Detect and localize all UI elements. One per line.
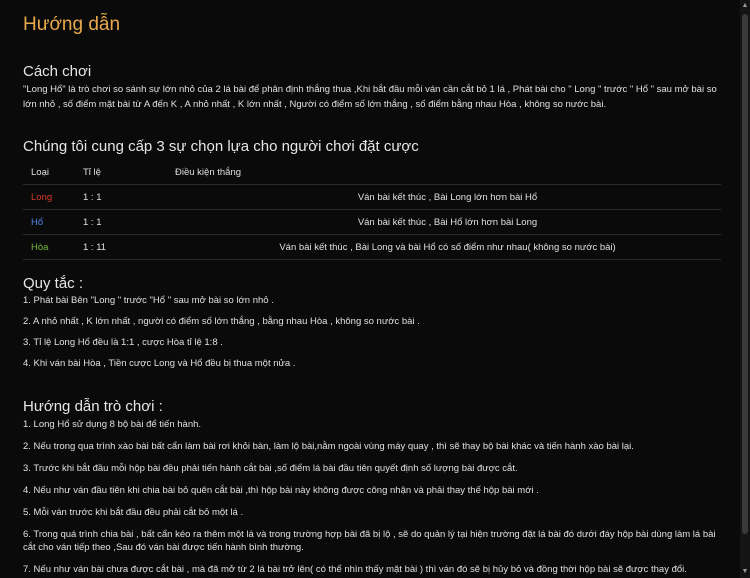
guide-list [23,418,723,576]
list-item: 4. Nếu như ván đầu tiên khi chia bài bỏ quên cắt bài ,thì hộp bài này không được công nhận và phải thay thế hộp bài mới . [23,485,539,496]
scroll-up-icon[interactable]: ▲ [741,2,749,9]
bet-condition: Ván bài kết thúc , Bài Long và bài Hổ có số điểm như nhau( không so nước bài) [174,235,721,260]
vertical-scrollbar[interactable] [740,0,750,578]
list-item: 2. A nhỏ nhất , K lớn nhất , người có điểm số lớn thắng , bằng nhau Hòa , không so nước bài . [23,316,420,327]
bet-type-ho: Hổ [23,210,82,235]
bet-ratio: 1 : 1 [82,210,174,235]
bet-options-table [23,160,721,260]
list-item: 7. Nếu như ván bài chưa được cắt bài , mà đã mở từ 2 lá bài trở lên( có thể nhìn thấy mặt bài ) thì ván đó sẽ bị hủy bỏ và đồng thời hộp bài sẽ được thay đổi. [23,564,687,575]
bet-condition: Ván bài kết thúc , Bài Hổ lớn hơn bài Long [174,210,721,235]
table-row [23,185,721,210]
table-header-row [23,160,721,185]
list-item: 1. Phát bài Bên "Long " trước "Hổ " sau mở bài so lớn nhỏ . [23,295,274,306]
list-item: 2. Nếu trong qua trình xào bài bất cẩn làm bài rơi khỏi bàn, làm lộ bài,nằm ngoài vùng máy quay , thì sẽ thay bộ bài khác và tiến hành xào bài lại. [23,441,634,452]
bet-ratio: 1 : 11 [82,235,174,260]
section-title-play: Cách chơi [23,63,92,80]
scroll-thumb[interactable] [742,14,748,534]
table-row [23,210,721,235]
section-title-options: Chúng tôi cung cấp 3 sự chọn lựa cho người chơi đặt cược [23,138,419,155]
header-ratio: Tỉ lệ [83,166,101,178]
table-row [23,235,721,260]
list-item: 6. Trong quá trình chia bài , bất cẩn kéo ra thêm một lá và trong trường hợp bài đã bị lộ , sẽ do quản lý tại hiện trường đặt lá bài đó dưới đáy hộp bài dùng làm lá bài cắt cho ván tiếp theo ,Sau đó ván bài được tiến hành bình thường. [23,529,716,553]
header-condition: Điều kiện thắng [175,166,242,178]
list-item: 5. Mỗi ván trước khi bắt đầu đều phải cắt bỏ một lá . [23,507,244,518]
bet-condition: Ván bài kết thúc , Bài Long lớn hơn bài Hổ [174,185,721,210]
bet-type-long: Long [23,185,82,210]
section-title-guide: Hướng dẫn trò chơi : [23,398,163,415]
header-type: Loại [31,166,49,178]
list-item: 3. Tỉ lệ Long Hổ đều là 1:1 , cược Hòa tỉ lệ 1:8 . [23,337,223,348]
scroll-down-icon[interactable]: ▼ [741,568,749,575]
play-description: "Long Hổ" là trò chơi so sánh sự lớn nhỏ của 2 lá bài để phân định thắng thua ,Khi bắt đầu mỗi ván cần cắt bỏ 1 lá , Phát bài cho " Long " trước " Hổ " sau mở bài so lớn nhỏ , số điểm mặt bài từ A đến K , A nhỏ nhất , K lớn nhất , Người có điểm số lớn thắng , số điểm bằng nhau Hòa , không so nước bài. [23,84,717,110]
list-item: 3. Trước khi bắt đầu mỗi hộp bài đều phải tiến hành cắt bài ,số điểm lá bài đầu tiên quyết định số lượng bài được cắt. [23,463,518,474]
section-title-rules: Quy tắc : [23,275,84,292]
bet-type-hoa: Hòa [23,235,82,260]
page-title: Hướng dẫn [23,14,121,35]
list-item: 4. Khi ván bài Hòa , Tiền cược Long và Hổ đều bị thua một nửa . [23,358,296,369]
rules-list [23,294,723,370]
list-item: 1. Long Hổ sử dụng 8 bộ bài để tiến hành. [23,419,202,430]
bet-ratio: 1 : 1 [82,185,174,210]
